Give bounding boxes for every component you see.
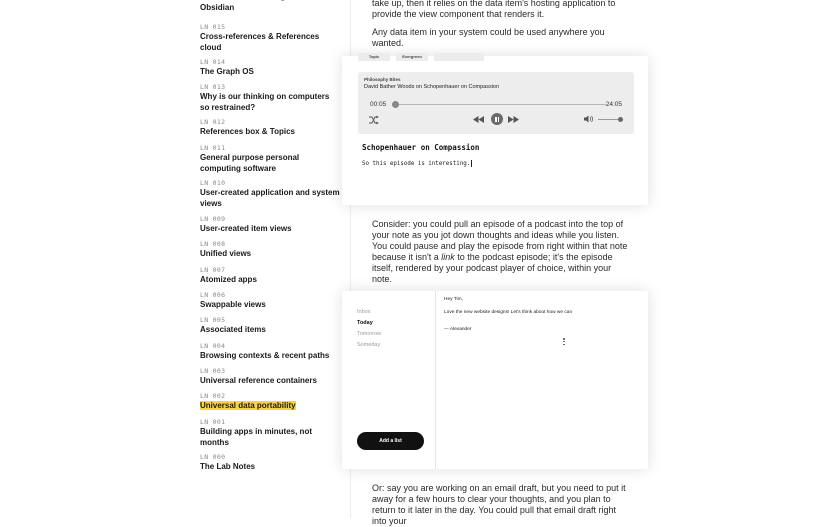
note-body[interactable] xyxy=(362,160,472,167)
nav-item-number: LN 008 xyxy=(200,240,226,248)
nav-item-title: Browsing contexts & recent paths xyxy=(200,351,330,360)
nav-item[interactable] xyxy=(200,179,340,209)
nav-item-number: LN 009 xyxy=(200,215,226,223)
nav-item[interactable] xyxy=(200,23,340,53)
paragraph-any-data: Any data item in your system could be used anywhere you wanted. xyxy=(372,27,605,48)
chip-evergreen[interactable]: Evergreen xyxy=(396,53,428,61)
list-tomorrow[interactable]: Tomorrow xyxy=(357,331,382,337)
nav-item-title: User-created item views xyxy=(200,224,292,233)
nav-item-title: Why is our thinking on computers so restrained? xyxy=(200,92,330,112)
nav-item[interactable] xyxy=(200,453,340,473)
nav-item[interactable] xyxy=(200,418,340,448)
progress-knob[interactable] xyxy=(392,101,399,108)
nav-item[interactable] xyxy=(200,392,340,412)
nav-item[interactable] xyxy=(200,342,340,362)
nav-item-number: LN 001 xyxy=(200,418,226,426)
nav-item-title-highlighted: Universal data portability xyxy=(200,401,296,410)
nav-item-number: LN 003 xyxy=(200,367,226,375)
nav-item-number: LN 013 xyxy=(200,83,226,91)
shuffle-icon[interactable] xyxy=(369,116,378,126)
list-inbox[interactable]: Inbox xyxy=(357,309,371,315)
nav-item-title: Cross-references & References cloud xyxy=(200,32,320,52)
nav-item[interactable] xyxy=(200,58,340,78)
nav-item-title: Swappable views xyxy=(200,300,266,309)
volume-knob[interactable] xyxy=(618,117,623,122)
consider-text-b: to the podcast episode; it's the episode itself, rendered by your podcast player of choice, within your note. xyxy=(372,252,613,284)
nav-item[interactable] xyxy=(200,144,340,174)
email-signoff[interactable]: — Alexander xyxy=(444,327,472,332)
nav-item-title: References box & Topics xyxy=(200,127,295,136)
todo-email-card xyxy=(342,291,648,469)
podcast-show-name: Philosophy Bites xyxy=(364,77,401,82)
nav-item-title: General purpose personal computing software xyxy=(200,153,300,173)
nav-item[interactable] xyxy=(200,215,340,235)
nav-item[interactable] xyxy=(200,291,340,311)
podcast-episode-title: David Bather Woods on Schopenhauer on Compassion xyxy=(364,84,500,90)
consider-link-word: link xyxy=(441,252,455,262)
nav-item-number: LN 014 xyxy=(200,58,226,66)
note-body-text: So this episode is interesting. xyxy=(362,161,471,167)
nav-item-number: LN 010 xyxy=(200,179,226,187)
rewind-icon[interactable] xyxy=(473,116,484,125)
nav-item[interactable] xyxy=(200,240,340,260)
fast-forward-icon[interactable] xyxy=(508,116,519,125)
note-title[interactable]: Schopenhauer on Compassion xyxy=(362,143,480,152)
time-current: 00:05 xyxy=(370,101,387,108)
nav-item-number: LN 002 xyxy=(200,392,226,400)
nav-item-title: Building apps in minutes, not months xyxy=(200,427,312,447)
nav-item-title: Unified views xyxy=(200,249,252,258)
nav-item[interactable] xyxy=(200,266,340,286)
nav-item[interactable] xyxy=(200,316,340,336)
nav-item-number: LN 011 xyxy=(200,144,226,152)
email-greeting[interactable]: Hey Tim, xyxy=(444,297,463,302)
nav-item-title: The Lab Notes xyxy=(200,462,256,471)
text-caret xyxy=(471,160,472,167)
nav-item-title: Obsidian xyxy=(200,2,235,12)
nav-item-number: LN 006 xyxy=(200,291,226,299)
podcast-embed-card xyxy=(342,56,648,205)
nav-item-title: The Graph OS xyxy=(200,67,254,76)
consider-text-a: Consider: you could pull an episode of a podcast into the top of your note as you jot down thoughts and ideas while you listen. You could pause and play the episode from right within that note because it isn't a xyxy=(372,219,628,262)
nav-item-number: LN 015 xyxy=(200,23,226,31)
nav-item-title: Universal reference containers xyxy=(200,376,317,385)
paragraph-hosting: take up, then it relies on the data item's hosting application to provide the view component that renders it. xyxy=(372,0,616,19)
nav-item[interactable] xyxy=(200,0,340,13)
nav-item[interactable] xyxy=(200,367,340,387)
nav-item-number: LN 012 xyxy=(200,118,226,126)
pause-button[interactable] xyxy=(491,113,503,125)
nav-item-title: Associated items xyxy=(200,325,266,334)
more-vertical-icon[interactable] xyxy=(563,338,565,346)
nav-item-number: LN 000 xyxy=(200,453,226,461)
podcast-player xyxy=(358,72,634,134)
nav-item[interactable] xyxy=(200,118,340,138)
paragraph-consider xyxy=(372,219,628,285)
nav-item-number: LN 004 xyxy=(200,342,226,350)
nav-item-number: LN 007 xyxy=(200,266,226,274)
nav-item-title xyxy=(200,401,340,412)
email-body[interactable]: Love the new website designs! Let's think about how we can xyxy=(444,310,573,315)
chip-topic[interactable]: Topic xyxy=(358,53,390,61)
list-today[interactable]: Today xyxy=(357,320,373,326)
progress-track[interactable] xyxy=(394,104,606,105)
time-total: 24:05 xyxy=(605,101,622,108)
list-someday[interactable]: Someday xyxy=(357,342,381,348)
nav-item-title: Atomized apps xyxy=(200,275,257,284)
nav-item-title: User-created application and system views xyxy=(200,188,340,208)
nav-item[interactable] xyxy=(200,83,340,113)
add-list-button[interactable]: Add a list xyxy=(357,432,424,450)
nav-item-number: LN 005 xyxy=(200,316,226,324)
paragraph-email-draft: Or: say you are working on an email draft, but you need to put it away for a few hours to clear your thoughts, and you plan to return to it later in the day. You could pull that email draft right into your xyxy=(372,483,626,526)
chip-blank[interactable] xyxy=(434,53,484,61)
todo-lists-pane xyxy=(342,291,436,469)
volume-icon[interactable] xyxy=(584,115,594,125)
